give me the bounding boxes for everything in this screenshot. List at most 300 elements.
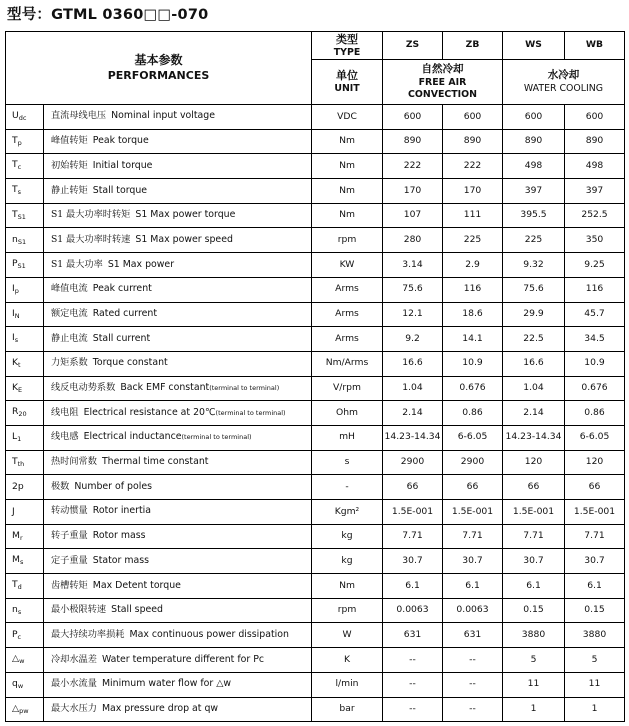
unit-cell: VDC — [312, 105, 383, 130]
header-row-type — [6, 32, 625, 60]
value-cell-zb: 18.6 — [443, 302, 503, 327]
description-zh: 热时间常数 — [51, 456, 97, 468]
description-zh: 力矩系数 — [51, 357, 88, 369]
symbol: J — [12, 505, 15, 517]
table-row — [6, 475, 625, 500]
table-row — [6, 105, 625, 130]
unit-cell: bar — [312, 697, 383, 722]
description-cell — [44, 376, 312, 401]
value-cell-ws: 0.15 — [503, 598, 565, 623]
value-cell-ws: 1.5E-001 — [503, 500, 565, 525]
symbol: n — [12, 603, 18, 615]
model-header-zs: ZS — [383, 32, 443, 60]
symbol: P — [12, 258, 18, 270]
symbol: T — [12, 159, 18, 171]
value-cell-zs: 890 — [383, 129, 443, 154]
symbol-cell — [6, 154, 44, 179]
unit-cell: - — [312, 475, 383, 500]
symbol-subscript: 20 — [18, 410, 27, 419]
symbol-cell — [6, 598, 44, 623]
symbol-subscript: c — [17, 163, 22, 172]
symbol: U — [12, 110, 19, 122]
value-cell-zb: 600 — [443, 105, 503, 130]
description-cell — [44, 228, 312, 253]
value-cell-ws: 9.32 — [503, 253, 565, 278]
unit-cell: Arms — [312, 327, 383, 352]
value-cell-ws: 29.9 — [503, 302, 565, 327]
description-cell — [44, 524, 312, 549]
table-row — [6, 672, 625, 697]
value-cell-wb: 66 — [565, 475, 625, 500]
value-cell-wb: 1.5E-001 — [565, 500, 625, 525]
symbol-cell — [6, 228, 44, 253]
unit-cell: Arms — [312, 277, 383, 302]
table-row — [6, 549, 625, 574]
table-row — [6, 253, 625, 278]
description-zh: 转动惯量 — [51, 505, 88, 517]
table-row — [6, 623, 625, 648]
description-cell — [44, 277, 312, 302]
symbol-cell — [6, 203, 44, 228]
unit-cell: KW — [312, 253, 383, 278]
type-header-zh: 类型 — [336, 32, 358, 46]
value-cell-zs: 12.1 — [383, 302, 443, 327]
value-cell-zs: 0.0063 — [383, 598, 443, 623]
description-en: Back EMF constant — [120, 382, 210, 393]
description-zh: 最小水流量 — [51, 678, 97, 690]
water-cooling-header-en: WATER COOLING — [523, 82, 604, 94]
description-en: Torque constant — [92, 357, 168, 369]
unit-cell: rpm — [312, 598, 383, 623]
value-cell-wb: 120 — [565, 450, 625, 475]
table-row — [6, 154, 625, 179]
table-row — [6, 401, 625, 426]
symbol-subscript: d — [17, 583, 22, 592]
unit-cell: Ohm — [312, 401, 383, 426]
description-en: Max pressure drop at qw — [101, 702, 219, 714]
symbol-cell — [6, 277, 44, 302]
description-en: Rated current — [92, 307, 157, 319]
unit-cell: mH — [312, 425, 383, 450]
table-row — [6, 524, 625, 549]
value-cell-wb: 600 — [565, 105, 625, 130]
symbol-cell — [6, 524, 44, 549]
value-cell-ws: 2.14 — [503, 401, 565, 426]
value-cell-zb: 7.71 — [443, 524, 503, 549]
unit-cell: Nm — [312, 179, 383, 204]
value-cell-zs: 14.23-14.34 — [383, 425, 443, 450]
description-zh: 峰值转矩 — [51, 135, 88, 147]
value-cell-wb: 350 — [565, 228, 625, 253]
free-air-header-en1: FREE AIR — [418, 76, 467, 88]
description-cell — [44, 574, 312, 599]
type-header — [312, 32, 383, 60]
value-cell-ws: 397 — [503, 179, 565, 204]
value-cell-wb: 1 — [565, 697, 625, 722]
symbol-subscript: t — [18, 360, 21, 369]
description-cell — [44, 697, 312, 722]
symbol-cell — [6, 425, 44, 450]
value-cell-zs: 631 — [383, 623, 443, 648]
value-cell-wb: 890 — [565, 129, 625, 154]
value-cell-zs: 1.04 — [383, 376, 443, 401]
description-en: Water temperature different for Pc — [101, 653, 265, 665]
description-cell — [44, 253, 312, 278]
value-cell-ws: 395.5 — [503, 203, 565, 228]
description-cell — [44, 475, 312, 500]
description-zh: 最大持续功率损耗 — [51, 628, 125, 640]
symbol-subscript: S1 — [17, 212, 26, 221]
symbol-cell — [6, 475, 44, 500]
symbol-cell — [6, 450, 44, 475]
description-en: Nominal input voltage — [111, 110, 216, 122]
symbol-subscript: pw — [19, 706, 29, 715]
description-cell — [44, 648, 312, 673]
description-cell — [44, 203, 312, 228]
model-title: 型号：GTML 0360□□-070 — [7, 7, 209, 23]
description-zh: S1 最大功率时转矩 — [51, 209, 131, 221]
description-cell — [44, 672, 312, 697]
performance-table — [5, 31, 625, 722]
value-cell-zs: 7.71 — [383, 524, 443, 549]
description-zh: 极数 — [51, 480, 70, 492]
value-cell-ws: 11 — [503, 672, 565, 697]
symbol: n — [12, 233, 18, 245]
unit-cell: W — [312, 623, 383, 648]
performances-header-zh: 基本参数 — [134, 53, 183, 68]
description-cell — [44, 549, 312, 574]
description-zh: 最小极限转速 — [51, 604, 107, 616]
description-en: S1 Max power torque — [135, 209, 236, 221]
description-en: Rotor inertia — [92, 505, 152, 517]
table-row — [6, 203, 625, 228]
value-cell-ws: 3880 — [503, 623, 565, 648]
value-cell-zb: 2.9 — [443, 253, 503, 278]
description-cell — [44, 623, 312, 648]
value-cell-zb: 111 — [443, 203, 503, 228]
symbol-cell — [6, 697, 44, 722]
symbol: T — [12, 134, 18, 146]
value-cell-zb: 0.86 — [443, 401, 503, 426]
symbol: P — [12, 628, 18, 640]
description-zh: 定子重量 — [51, 554, 88, 566]
symbol-cell — [6, 129, 44, 154]
description-note: (terminal to terminal) — [215, 408, 286, 417]
symbol-subscript: c — [17, 632, 22, 641]
table-body — [6, 105, 625, 722]
unit-cell: Nm/Arms — [312, 351, 383, 376]
symbol-subscript: 1 — [17, 435, 22, 444]
description-cell — [44, 598, 312, 623]
symbol: M — [12, 529, 20, 541]
value-cell-ws: 600 — [503, 105, 565, 130]
value-cell-zs: 2.14 — [383, 401, 443, 426]
symbol-subscript: s — [19, 558, 24, 567]
value-cell-zs: -- — [383, 697, 443, 722]
table-row — [6, 351, 625, 376]
value-cell-zb: 14.1 — [443, 327, 503, 352]
description-en: Stator mass — [92, 554, 150, 566]
value-cell-ws: 1.04 — [503, 376, 565, 401]
value-cell-wb: 252.5 — [565, 203, 625, 228]
table-row — [6, 302, 625, 327]
value-cell-zb: 0.676 — [443, 376, 503, 401]
description-en: Stall speed — [111, 604, 164, 616]
value-cell-zb: 30.7 — [443, 549, 503, 574]
value-cell-zs: 66 — [383, 475, 443, 500]
unit-cell: s — [312, 450, 383, 475]
value-cell-wb: 9.25 — [565, 253, 625, 278]
symbol-subscript: w — [17, 681, 24, 690]
unit-cell: kg — [312, 524, 383, 549]
value-cell-ws: 66 — [503, 475, 565, 500]
description-en: Peak current — [92, 283, 152, 295]
value-cell-wb: 6-6.05 — [565, 425, 625, 450]
symbol-subscript: s — [14, 336, 19, 345]
symbol-cell — [6, 672, 44, 697]
symbol-subscript: w — [19, 657, 25, 666]
description-en: S1 Max power speed — [135, 233, 233, 245]
value-cell-wb: 0.676 — [565, 376, 625, 401]
value-cell-zs: 9.2 — [383, 327, 443, 352]
value-cell-ws: 22.5 — [503, 327, 565, 352]
table-row — [6, 228, 625, 253]
description-en: Stall current — [92, 332, 151, 344]
value-cell-ws: 225 — [503, 228, 565, 253]
description-en: Max continuous power dissipation — [129, 628, 289, 640]
value-cell-wb: 7.71 — [565, 524, 625, 549]
symbol: T — [12, 579, 18, 591]
value-cell-zs: 280 — [383, 228, 443, 253]
symbol-cell — [6, 376, 44, 401]
symbol: L — [12, 431, 18, 443]
model-header-zb: ZB — [443, 32, 503, 60]
value-cell-zb: -- — [443, 672, 503, 697]
description-en: Number of poles — [74, 480, 152, 492]
description-zh: 静止电流 — [51, 332, 88, 344]
symbol: K — [12, 356, 19, 368]
unit-cell: kg — [312, 549, 383, 574]
description-cell — [44, 401, 312, 426]
unit-cell: Nm — [312, 129, 383, 154]
value-cell-zs: 170 — [383, 179, 443, 204]
value-cell-ws: 120 — [503, 450, 565, 475]
description-zh: 最大水压力 — [51, 702, 97, 714]
symbol-cell — [6, 302, 44, 327]
description-zh: 额定电流 — [51, 307, 88, 319]
value-cell-zb: 225 — [443, 228, 503, 253]
symbol-subscript: S1 — [17, 237, 27, 246]
symbol-subscript: N — [14, 311, 20, 320]
description-zh: 线电阻 — [51, 406, 79, 418]
description-en: Minimum water flow for △w — [101, 678, 232, 690]
description-cell — [44, 154, 312, 179]
value-cell-ws: 7.71 — [503, 524, 565, 549]
description-zh: 初始转矩 — [51, 159, 88, 171]
value-cell-ws: 30.7 — [503, 549, 565, 574]
value-cell-ws: 6.1 — [503, 574, 565, 599]
value-cell-zs: 222 — [383, 154, 443, 179]
free-air-header-zh: 自然冷却 — [421, 62, 464, 75]
table-row — [6, 425, 625, 450]
description-zh: 峰值电流 — [51, 283, 88, 295]
description-cell — [44, 425, 312, 450]
value-cell-zb: 1.5E-001 — [443, 500, 503, 525]
description-zh: 线反电动势系数 — [51, 382, 116, 393]
description-cell — [44, 129, 312, 154]
symbol-cell — [6, 327, 44, 352]
unit-cell: Kgm² — [312, 500, 383, 525]
value-cell-wb: 5 — [565, 648, 625, 673]
unit-cell: Nm — [312, 154, 383, 179]
symbol: q — [12, 677, 18, 689]
value-cell-wb: 3880 — [565, 623, 625, 648]
value-cell-zb: 170 — [443, 179, 503, 204]
symbol-subscript: dc — [18, 114, 27, 123]
value-cell-wb: 0.86 — [565, 401, 625, 426]
symbol-subscript: p — [14, 286, 19, 295]
value-cell-zs: 30.7 — [383, 549, 443, 574]
symbol-cell — [6, 623, 44, 648]
unit-header — [312, 60, 383, 105]
value-cell-wb: 6.1 — [565, 574, 625, 599]
value-cell-zb: -- — [443, 648, 503, 673]
symbol: M — [12, 554, 20, 566]
symbol: T — [12, 184, 18, 196]
description-en: Stall torque — [92, 184, 148, 196]
description-zh: 转子重量 — [51, 530, 88, 542]
symbol-subscript: E — [18, 385, 23, 394]
unit-cell: Arms — [312, 302, 383, 327]
table-row — [6, 500, 625, 525]
table-row — [6, 450, 625, 475]
unit-header-en: UNIT — [334, 83, 360, 94]
value-cell-wb: 45.7 — [565, 302, 625, 327]
description-note: (terminal to terminal) — [209, 384, 280, 392]
description-cell — [44, 302, 312, 327]
unit-cell: K — [312, 648, 383, 673]
symbol-subscript: p — [17, 138, 22, 147]
symbol: 2p — [12, 480, 24, 492]
value-cell-zb: -- — [443, 697, 503, 722]
value-cell-zs: 600 — [383, 105, 443, 130]
symbol: T — [12, 455, 18, 467]
value-cell-ws: 890 — [503, 129, 565, 154]
description-en: Thermal time constant — [101, 456, 209, 468]
symbol: R — [12, 406, 19, 418]
model-header-wb: WB — [565, 32, 625, 60]
performances-header-en: PERFORMANCES — [107, 68, 210, 82]
description-cell — [44, 351, 312, 376]
description-en: Rotor mass — [92, 530, 146, 542]
symbol: △ — [12, 653, 20, 665]
symbol: I — [12, 332, 15, 344]
table-row — [6, 376, 625, 401]
description-zh: 冷却水温差 — [51, 653, 97, 665]
symbol-cell — [6, 401, 44, 426]
value-cell-zs: -- — [383, 672, 443, 697]
symbol-subscript: s — [17, 607, 22, 616]
description-zh: 静止转矩 — [51, 184, 88, 196]
symbol-subscript: r — [19, 533, 23, 542]
symbol-cell — [6, 105, 44, 130]
value-cell-zb: 890 — [443, 129, 503, 154]
symbol-cell — [6, 253, 44, 278]
table-row — [6, 574, 625, 599]
value-cell-zb: 66 — [443, 475, 503, 500]
unit-header-zh: 单位 — [336, 69, 358, 83]
description-en: Initial torque — [92, 159, 153, 171]
description-en: Peak torque — [92, 135, 149, 147]
value-cell-zb: 10.9 — [443, 351, 503, 376]
value-cell-wb: 30.7 — [565, 549, 625, 574]
unit-cell: rpm — [312, 228, 383, 253]
table-row — [6, 598, 625, 623]
description-zh: S1 最大功率时转速 — [51, 233, 131, 245]
value-cell-zs: 3.14 — [383, 253, 443, 278]
symbol: K — [12, 381, 19, 393]
water-cooling-header-zh: 水冷却 — [547, 69, 580, 82]
value-cell-wb: 0.15 — [565, 598, 625, 623]
description-en: S1 Max power — [107, 258, 175, 270]
value-cell-wb: 10.9 — [565, 351, 625, 376]
description-en: Max Detent torque — [92, 579, 181, 591]
table-row — [6, 179, 625, 204]
table-row — [6, 648, 625, 673]
symbol-cell — [6, 549, 44, 574]
value-cell-ws: 16.6 — [503, 351, 565, 376]
description-en: Electrical resistance at 20℃ — [83, 406, 216, 418]
description-cell — [44, 105, 312, 130]
symbol-cell — [6, 179, 44, 204]
description-zh: 齿槽转矩 — [51, 579, 88, 591]
table-row — [6, 129, 625, 154]
value-cell-zb: 2900 — [443, 450, 503, 475]
description-zh: 直流母线电压 — [51, 110, 107, 122]
free-air-header — [383, 60, 503, 105]
unit-cell: l/min — [312, 672, 383, 697]
value-cell-ws: 75.6 — [503, 277, 565, 302]
value-cell-zs: 2900 — [383, 450, 443, 475]
description-cell — [44, 500, 312, 525]
value-cell-zs: 16.6 — [383, 351, 443, 376]
symbol: △ — [12, 702, 20, 714]
symbol: I — [12, 307, 15, 319]
value-cell-zs: 6.1 — [383, 574, 443, 599]
symbol-subscript: S1 — [17, 262, 26, 271]
symbol-cell — [6, 648, 44, 673]
value-cell-zs: -- — [383, 648, 443, 673]
water-cooling-header — [503, 60, 625, 105]
symbol-subscript: s — [17, 188, 22, 197]
description-cell — [44, 450, 312, 475]
symbol: T — [12, 208, 18, 220]
table-row — [6, 327, 625, 352]
value-cell-zb: 0.0063 — [443, 598, 503, 623]
model-header-ws: WS — [503, 32, 565, 60]
symbol: I — [12, 282, 15, 294]
value-cell-wb: 11 — [565, 672, 625, 697]
value-cell-ws: 14.23-14.34 — [503, 425, 565, 450]
description-en: Electrical inductance — [83, 431, 182, 443]
type-header-en: TYPE — [333, 46, 361, 58]
value-cell-wb: 498 — [565, 154, 625, 179]
performances-header — [6, 32, 312, 105]
description-cell — [44, 327, 312, 352]
value-cell-zs: 1.5E-001 — [383, 500, 443, 525]
unit-cell: V/rpm — [312, 376, 383, 401]
symbol-cell — [6, 574, 44, 599]
